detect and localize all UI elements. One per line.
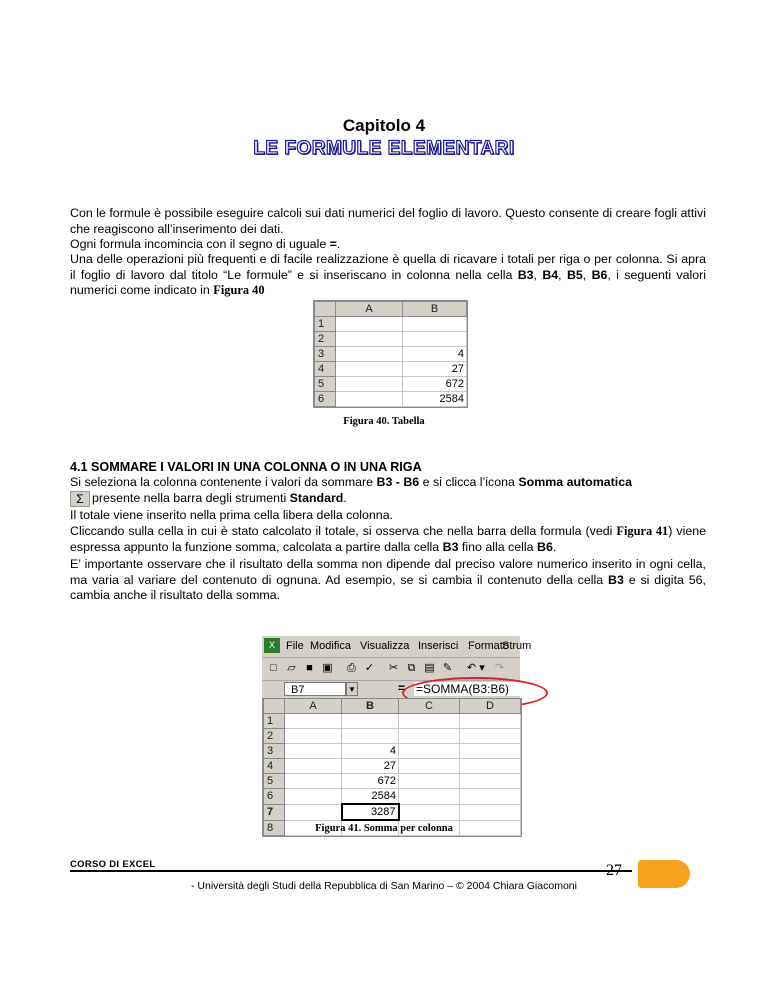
cell-c[interactable] xyxy=(399,744,460,759)
name-box[interactable]: B7 xyxy=(284,682,346,696)
figure41-caption: Figura 41. Somma per colonna xyxy=(315,823,453,834)
figure-ref-41: Figura 41 xyxy=(616,524,669,538)
cell-b: 672 xyxy=(403,377,467,392)
row-header[interactable]: 6 xyxy=(264,789,285,805)
section-paragraph-5 xyxy=(70,557,706,604)
row-header-active[interactable]: 7 xyxy=(264,804,285,820)
cell-a xyxy=(336,317,403,332)
cell-a xyxy=(336,392,403,407)
page-number: 27 xyxy=(606,862,622,879)
cell-ref-b3: B3 xyxy=(442,539,459,554)
print-icon[interactable]: ⎙ xyxy=(347,662,356,674)
column-header-b: B xyxy=(403,302,467,317)
redo-icon[interactable]: ↷ xyxy=(494,662,505,674)
cell-a xyxy=(336,332,403,347)
cell-b[interactable]: 672 xyxy=(342,774,399,789)
sep: , xyxy=(582,267,592,282)
intro-paragraph-2 xyxy=(70,237,706,253)
copy-icon[interactable]: ⧉ xyxy=(407,662,416,674)
cell-a[interactable] xyxy=(285,804,342,820)
equals-button[interactable]: = xyxy=(398,681,406,695)
cell-a[interactable] xyxy=(285,759,342,774)
chapter-label: Capitolo 4 xyxy=(342,116,426,135)
column-header-a: A xyxy=(336,302,403,317)
figure40-spreadsheet xyxy=(313,300,468,408)
cell-a[interactable] xyxy=(285,714,342,729)
paste-icon[interactable]: ▤ xyxy=(424,662,435,674)
cell-d[interactable] xyxy=(460,744,521,759)
cell-b: 2584 xyxy=(403,392,467,407)
cell-b[interactable] xyxy=(342,729,399,744)
cell-c[interactable] xyxy=(399,714,460,729)
cell-a xyxy=(336,347,403,362)
corner-cell xyxy=(315,302,336,317)
cell-ref-b5: B5 xyxy=(566,267,583,282)
cell-a xyxy=(336,377,403,392)
cell-b[interactable]: 2584 xyxy=(342,789,399,805)
cell-d[interactable] xyxy=(460,759,521,774)
menu-formato[interactable]: Formato xyxy=(468,640,509,652)
cell-a xyxy=(336,362,403,377)
row-header: 1 xyxy=(315,317,336,332)
s2-text: presente nella barra degli strumenti xyxy=(92,491,290,505)
save-icon[interactable]: ■ xyxy=(306,662,313,674)
cell-d[interactable] xyxy=(460,714,521,729)
s2-end: . xyxy=(343,491,347,505)
cell-ref-b3: B3 xyxy=(608,572,624,587)
name-box-dropdown-icon[interactable]: ▼ xyxy=(346,682,358,696)
menu-file[interactable]: File xyxy=(286,640,304,652)
cell-d[interactable] xyxy=(460,774,521,789)
figure41-spreadsheet xyxy=(262,698,522,837)
cell-b[interactable] xyxy=(342,714,399,729)
standard-label: Standard xyxy=(289,491,344,505)
row-header: 6 xyxy=(315,392,336,407)
row-header: 4 xyxy=(315,362,336,377)
open-icon[interactable]: ▱ xyxy=(287,662,296,674)
active-cell-b7[interactable]: 3287 xyxy=(342,804,399,820)
s4-text-2: ) viene espressa appunto la funzione somma, calcolata a partire dalla cella xyxy=(70,524,706,554)
menu-inserisci[interactable]: Inserisci xyxy=(418,640,459,652)
sep: , xyxy=(558,267,567,282)
footer-credit: - Università degli Studi della Repubblica di San Marino – © 2004 Chiara Giacomoni xyxy=(191,880,577,892)
column-header-c[interactable]: C xyxy=(399,699,460,714)
chapter-title: LE FORMULE ELEMENTARI xyxy=(253,138,515,159)
intro-p2-end: . xyxy=(336,237,341,251)
excel-app-icon: X xyxy=(264,638,280,653)
section-paragraph-4 xyxy=(70,524,706,555)
intro-paragraph-1: Con le formule è possibile eseguire calcoli sui dati numerici del foglio di lavoro. Questo consente di creare fogli attivi che reagiscono all’inserimento dei dati. xyxy=(70,206,706,236)
cell-c[interactable] xyxy=(399,789,460,805)
s1-text-2: e si clicca l’icona xyxy=(419,475,519,489)
corner-cell xyxy=(264,699,285,714)
cell-d[interactable] xyxy=(460,804,521,820)
section-heading: 4.1 SOMMARE I VALORI IN UNA COLONNA O IN UNA RIGA xyxy=(70,460,422,474)
autosum-icon: Σ xyxy=(70,491,90,507)
row-header: 3 xyxy=(315,347,336,362)
intro-p2-text: Ogni formula incomincia con il segno di uguale xyxy=(70,237,330,251)
row-header[interactable]: 5 xyxy=(264,774,285,789)
new-icon[interactable]: □ xyxy=(270,662,277,674)
excel-menubar xyxy=(262,636,532,658)
cell-d[interactable] xyxy=(460,789,521,805)
menu-visualizza[interactable]: Visualizza xyxy=(360,640,410,652)
course-label: CORSO DI EXCEL xyxy=(70,859,156,870)
cell-b: 4 xyxy=(403,347,467,362)
cell-ref-b6: B6 xyxy=(591,267,608,282)
cell-b: 27 xyxy=(403,362,467,377)
cell-a[interactable] xyxy=(285,729,342,744)
column-header-d[interactable]: D xyxy=(460,699,521,714)
column-header-b[interactable]: B xyxy=(342,699,399,714)
equals-sign: = xyxy=(329,237,337,251)
cell-d[interactable] xyxy=(460,729,521,744)
section-paragraph-3: Il totale viene inserito nella prima cella libera della colonna. xyxy=(70,508,394,522)
figure40-caption: Figura 40. Tabella xyxy=(343,416,425,427)
cell-ref-b6: B6 xyxy=(537,539,553,554)
row-header[interactable]: 8 xyxy=(264,820,285,836)
intro-p3-text-2: , i seguenti valori numerici come indicato in xyxy=(70,267,707,298)
formula-input[interactable]: =SOMMA(B3:B6) xyxy=(414,682,522,696)
row-header[interactable]: 4 xyxy=(264,759,285,774)
intro-p3-text: Una delle operazioni più frequenti e di facile realizzazione è quella di ricavare i totali per riga o per colonna. Si apra il foglio di lavoro dal titolo “Le formule” e si inseriscano in colonna nella cella xyxy=(70,252,706,282)
spellcheck-icon[interactable]: ✓ xyxy=(364,662,375,674)
column-header-a[interactable]: A xyxy=(285,699,342,714)
section-paragraph-2 xyxy=(70,491,706,507)
section-paragraph-1 xyxy=(70,475,706,491)
menu-modifica[interactable]: Modifica xyxy=(310,640,351,652)
footer-rule xyxy=(70,870,632,872)
row-header[interactable]: 1 xyxy=(264,714,285,729)
cell-b xyxy=(403,317,467,332)
cell-c[interactable] xyxy=(399,804,460,820)
s4-end: . xyxy=(552,539,557,554)
format-painter-icon[interactable]: ✎ xyxy=(442,662,453,674)
cell-c[interactable] xyxy=(399,774,460,789)
cell-a[interactable] xyxy=(285,789,342,805)
s5-text-2: e si digita 56, cambia anche il risultato della somma. xyxy=(70,572,706,603)
undo-icon[interactable]: ↶ xyxy=(466,662,477,674)
cell-c[interactable] xyxy=(399,729,460,744)
cell-ref-b4: B4 xyxy=(542,267,559,282)
s5-text: E’ importante osservare che il risultato della somma non dipende dal preciso valore numerico inserito in ogni cella, ma varia al variare del contenuto di ognuna. Ad esempio, se si cambia il contenuto della cella xyxy=(70,557,706,587)
menu-strumenti[interactable]: Strum xyxy=(502,640,532,652)
cell-a[interactable] xyxy=(285,744,342,759)
row-header[interactable]: 3 xyxy=(264,744,285,759)
row-header[interactable]: 2 xyxy=(264,729,285,744)
s4-text-3: fino alla cella xyxy=(458,539,537,554)
s1-text: Si seleziona la colonna contenente i valori da sommare xyxy=(70,475,377,489)
row-header: 5 xyxy=(315,377,336,392)
cell-b xyxy=(403,332,467,347)
cell-ref-b3: B3 xyxy=(517,267,534,282)
intro-paragraph-3 xyxy=(70,252,706,299)
s4-text: Cliccando sulla cella in cui è stato calcolato il totale, si osserva che nella barra della formula (vedi xyxy=(70,524,617,538)
print-preview-icon[interactable]: ▣ xyxy=(322,662,333,674)
cell-a[interactable] xyxy=(285,774,342,789)
cell-b[interactable]: 4 xyxy=(342,744,399,759)
cut-icon[interactable]: ✂ xyxy=(388,662,399,674)
autosum-label: Somma automatica xyxy=(518,475,632,489)
range-ref: B3 - B6 xyxy=(376,475,420,489)
sep: , xyxy=(533,267,543,282)
row-header: 2 xyxy=(315,332,336,347)
undo-dropdown-icon[interactable]: ▾ xyxy=(479,662,485,674)
figure-ref-40: Figura 40 xyxy=(213,283,265,298)
cell-c[interactable] xyxy=(399,759,460,774)
cell-b[interactable]: 27 xyxy=(342,759,399,774)
